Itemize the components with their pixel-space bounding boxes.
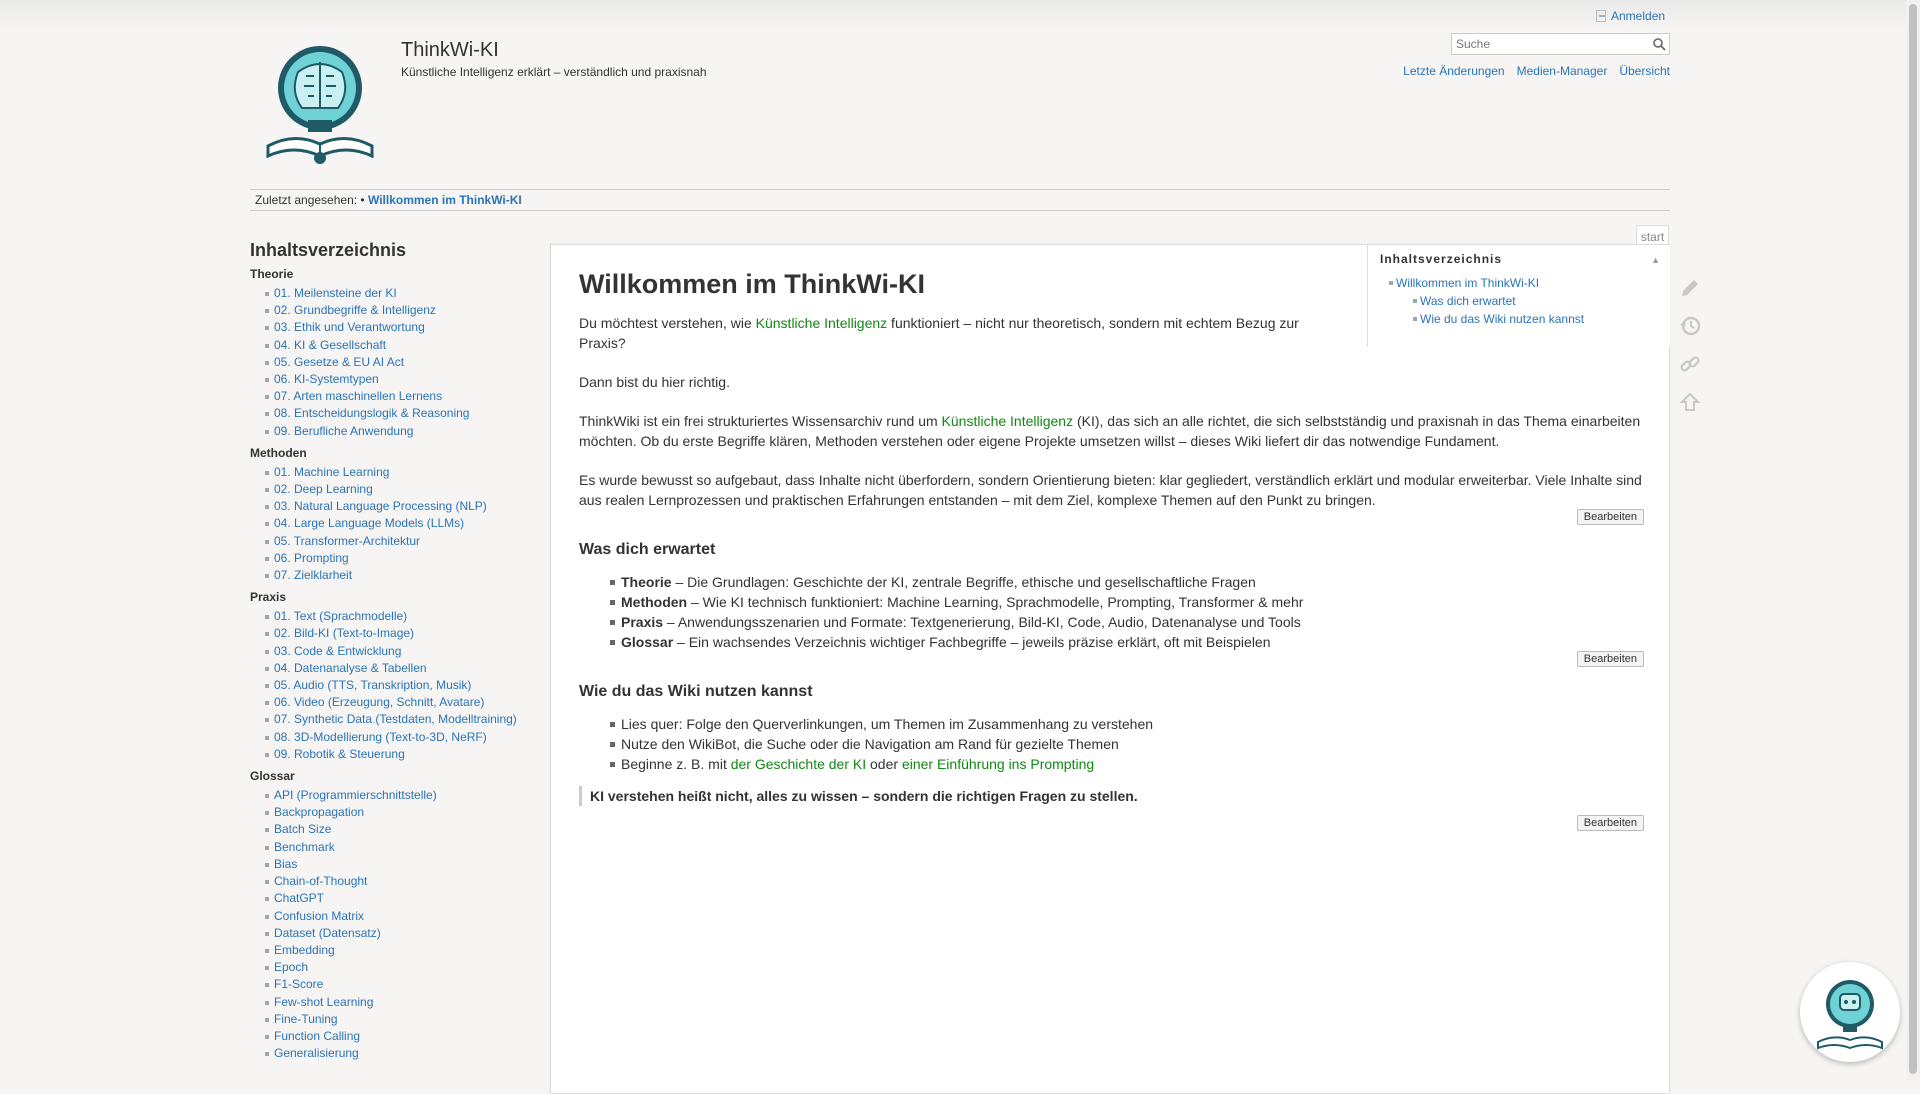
list-item-term: Praxis [621,614,664,630]
sidebar-item[interactable] [274,285,540,302]
scrollbar-thumb[interactable] [1909,4,1917,1074]
section-heading: Wie du das Wiki nutzen kannst [579,683,813,700]
sidebar-item[interactable] [274,1028,540,1045]
sidebar-link[interactable]: 03. Code & Entwicklung [274,643,402,658]
sidebar-link[interactable]: Bias [274,856,298,871]
site-tagline: Künstliche Intelligenz erklärt – verständlich und praxisnah [401,65,707,79]
search-input[interactable] [1452,34,1645,54]
sidebar-link[interactable]: 08. 3D-Modellierung (Text-to-3D, NeRF) [274,729,487,744]
sidebar-link[interactable]: Epoch [274,960,309,975]
toc-item[interactable] [1396,274,1670,292]
sidebar-link[interactable]: 02. Deep Learning [274,482,373,497]
wiki-link[interactable]: der Geschichte der KI [730,756,867,772]
scrollbar[interactable] [1906,0,1920,1080]
page-title: Willkommen im ThinkWi-KI [579,269,926,299]
sidebar [250,240,540,1062]
sidebar-item[interactable] [274,498,540,515]
sidebar-list-methoden [250,464,540,584]
sidebar-item[interactable] [274,925,540,942]
intro-paragraph [579,313,1299,353]
sidebar-link[interactable]: 05. Audio (TTS, Transkription, Musik) [274,678,472,693]
sidebar-heading-methoden: Methoden [250,445,307,460]
sidebar-item[interactable] [274,625,540,642]
list-item-text: – Ein wachsendes Verzeichnis wichtiger Fachbegriffe – jeweils präzise erklärt, oft mit Beispielen [673,634,1271,650]
sidebar-item[interactable] [274,515,540,532]
wiki-link[interactable]: Künstliche Intelligenz [941,413,1074,429]
sidebar-item[interactable] [274,746,540,763]
page-body [579,267,1643,846]
list-item-text: – Die Grundlagen: Geschichte der KI, zentrale Begriffe, ethische und gesellschaftliche Fragen [671,574,1256,590]
link-icon[interactable] [1678,352,1702,376]
sidebar-link[interactable]: API (Programmierschnittstelle) [274,788,437,803]
table-of-contents [1367,245,1670,347]
sidebar-item[interactable] [274,388,540,405]
list-item [621,632,1643,652]
sidebar-item[interactable] [274,533,540,550]
sidebar-item[interactable] [274,694,540,711]
list-item-term: Methoden [621,594,688,610]
list-item-text: – Anwendungsszenarien und Formate: Textgenerierung, Bild-KI, Code, Audio, Datenanalyse und Tools [663,614,1301,630]
sidebar-link[interactable]: F1-Score [274,977,324,992]
main-content [550,244,1670,1094]
sidebar-link[interactable]: Backpropagation [274,805,365,820]
sidebar-list-glossar [250,787,540,1062]
sidebar-link[interactable]: 07. Zielklarheit [274,568,353,583]
list-item: Nutze den WikiBot, die Suche oder die Navigation am Rand für gezielte Themen [621,734,1643,754]
wiki-link[interactable]: Künstliche Intelligenz [755,315,888,331]
sidebar-item[interactable] [274,729,540,746]
arrow-up-icon[interactable] [1678,390,1702,414]
sidebar-link[interactable]: Function Calling [274,1028,361,1043]
sidebar-item[interactable] [274,550,540,567]
sidebar-item[interactable] [274,821,540,838]
list-item-text: – Wie KI technisch funktioniert: Machine Learning, Sprachmodelle, Prompting, Transformer & mehr [687,594,1304,610]
sidebar-item[interactable] [274,337,540,354]
sidebar-link[interactable]: 07. Synthetic Data (Testdaten, Modelltraining) [274,712,517,727]
toc-link[interactable]: Was dich erwartet [1420,294,1516,308]
breadcrumb-separator: • [360,193,365,207]
sidebar-link[interactable]: 01. Machine Learning [274,464,390,479]
paragraph: Es wurde bewusst so aufgebaut, dass Inhalte nicht überfordern, sondern Orientierung bieten: klar gegliedert, verständlich erklärt und modular erweiterbar. Viele Inhalte sind aus realen Lernprozessen und praktischen Erfahrungen entstanden – mit dem Ziel, komplexe Themen auf den Punkt zu bringen. [579,472,1642,508]
sidebar-item[interactable] [274,319,540,336]
list-item-term: Theorie [621,574,672,590]
list-item-term: Glossar [621,634,674,650]
text: oder [866,756,902,772]
sidebar-item[interactable] [274,464,540,481]
sidebar-link[interactable]: 09. Berufliche Anwendung [274,423,414,438]
edit-row [579,817,1643,846]
site-tools [1403,64,1670,78]
sidebar-heading-glossar: Glossar [250,769,295,784]
page-id-tab: start [1636,225,1669,246]
sidebar-link[interactable]: Benchmark [274,839,335,854]
sitemap-link[interactable]: Übersicht [1619,64,1670,78]
sidebar-link[interactable]: 02. Bild-KI (Text-to-Image) [274,626,415,641]
text: Beginne z. B. mit [621,756,731,772]
sidebar-link[interactable]: 04. Datenanalyse & Tabellen [274,660,427,675]
collapse-icon[interactable]: ▲ [1651,255,1660,265]
feature-list [579,572,1643,652]
sidebar-item[interactable] [274,873,540,890]
search-icon[interactable] [1652,37,1666,51]
toc-list [1368,274,1670,328]
sidebar-item[interactable] [274,481,540,498]
sidebar-item[interactable] [274,711,540,728]
sidebar-link[interactable]: 06. KI-Systemtypen [274,372,379,387]
sidebar-item[interactable] [274,908,540,925]
sidebar-list-theorie [250,285,540,440]
sidebar-link[interactable]: 03. Ethik und Verantwortung [274,320,425,335]
sidebar-item[interactable] [274,567,540,584]
wikibot-button[interactable] [1800,962,1900,1062]
sidebar-item[interactable] [274,787,540,804]
sidebar-link[interactable]: Fine-Tuning [274,1011,338,1026]
list-item [621,754,1643,774]
sidebar-link[interactable]: 07. Arten maschinellen Lernens [274,389,443,404]
sidebar-link[interactable]: Embedding [274,942,335,957]
sidebar-link[interactable]: 01. Meilensteine der KI [274,286,397,300]
sidebar-link[interactable]: Dataset (Datensatz) [274,925,381,940]
wikibot-icon [1800,962,1900,1062]
paragraph: Dann bist du hier richtig. [579,374,730,390]
page-tools [1678,276,1702,428]
list-item: Lies quer: Folge den Querverlinkungen, um Themen im Zusammenhang zu verstehen [621,714,1643,734]
sidebar-item[interactable] [274,677,540,694]
section-heading: Was dich erwartet [579,541,716,558]
sidebar-link[interactable]: Few-shot Learning [274,994,374,1009]
toc-item[interactable] [1420,310,1670,328]
login-label[interactable]: Anmelden [1611,9,1666,23]
sidebar-item[interactable] [274,804,540,821]
paragraph [579,411,1643,451]
text: ThinkWiki ist ein frei strukturiertes Wissensarchiv rund um [579,413,942,429]
sidebar-item[interactable] [274,856,540,873]
sidebar-item[interactable] [274,354,540,371]
wiki-link[interactable]: einer Einführung ins Prompting [901,756,1095,772]
sidebar-link[interactable]: Generalisierung [274,1046,359,1061]
sidebar-item[interactable] [274,608,540,625]
sidebar-item[interactable] [274,942,540,959]
toc-link[interactable]: Wie du das Wiki nutzen kannst [1420,312,1585,326]
sidebar-link[interactable]: Confusion Matrix [274,908,365,923]
edit-section-button[interactable]: Bearbeiten [1577,651,1644,667]
login-link[interactable] [1596,9,1665,23]
sidebar-link[interactable]: Batch Size [274,822,332,837]
sidebar-link[interactable]: Chain-of-Thought [274,874,368,889]
list-item [621,572,1643,592]
sidebar-link[interactable]: 04. Large Language Models (LLMs) [274,516,465,531]
sidebar-link[interactable]: 01. Text (Sprachmodelle) [274,609,408,624]
search-box[interactable] [1451,33,1670,55]
sidebar-link[interactable]: 02. Grundbegriffe & Intelligenz [274,303,436,318]
list-item [621,592,1643,612]
sidebar-item[interactable] [274,839,540,856]
sidebar-heading-praxis: Praxis [250,590,287,605]
sidebar-link[interactable]: 05. Transformer-Architektur [274,533,421,548]
list-item [621,612,1643,632]
breadcrumb [250,189,1670,211]
edit-row [579,511,1643,540]
sidebar-link[interactable]: 05. Gesetze & EU AI Act [274,354,405,369]
sidebar-item[interactable] [274,959,540,976]
sidebar-item[interactable] [274,660,540,677]
pencil-icon[interactable] [1678,276,1702,300]
sidebar-item[interactable] [274,890,540,907]
text: Du möchtest verstehen, wie [579,315,756,331]
breadcrumb-label: Zuletzt angesehen: [255,193,358,207]
login-icon [1596,10,1606,22]
sidebar-item[interactable] [274,643,540,660]
toc-title[interactable]: Inhaltsverzeichnis [1380,252,1503,266]
sidebar-list-praxis [250,608,540,763]
breadcrumb-current[interactable]: Willkommen im ThinkWi-KI [367,193,522,207]
sidebar-item[interactable] [274,371,540,388]
sidebar-link[interactable]: ChatGPT [274,891,325,906]
sidebar-heading-theorie: Theorie [250,267,294,281]
sidebar-item[interactable] [274,405,540,422]
toc-item[interactable] [1420,292,1670,310]
edit-section-button[interactable]: Bearbeiten [1577,509,1644,525]
site-title[interactable]: ThinkWi-KI [401,39,499,61]
sidebar-item[interactable] [274,994,540,1011]
sidebar-item[interactable] [274,302,540,319]
sidebar-item[interactable] [274,1045,540,1062]
sidebar-title: Inhaltsverzeichnis [250,240,407,260]
edit-row [579,653,1643,682]
sidebar-item[interactable] [274,976,540,993]
edit-section-button[interactable]: Bearbeiten [1577,815,1644,831]
history-icon[interactable] [1678,314,1702,338]
sidebar-link[interactable]: 04. KI & Gesellschaft [274,337,387,352]
text: (KI), das sich an alle richtet, die sich selbstständig und praxisnah in das Thema einarbeiten möchten. Ob du erste Begriffe klären, Methoden verstehen oder eigene Projekte umsetzen willst – dieses Wiki liefert dir das notwendige Fundament. [579,413,1641,449]
sidebar-link[interactable]: 06. Video (Erzeugung, Schnitt, Avatare) [274,695,485,710]
media-manager-link[interactable]: Medien-Manager [1516,64,1608,78]
blockquote: KI verstehen heißt nicht, alles zu wissen – sondern die richtigen Fragen zu stellen. [579,786,1643,806]
sidebar-link[interactable]: 09. Robotik & Steuerung [274,746,405,761]
sidebar-link[interactable]: 03. Natural Language Processing (NLP) [274,499,487,514]
site-logo[interactable] [258,36,382,164]
usage-list [579,714,1643,774]
sidebar-link[interactable]: 06. Prompting [274,550,349,565]
sidebar-item[interactable] [274,1011,540,1028]
text: funktioniert – nicht nur theoretisch, sondern mit echtem Bezug zur Praxis? [579,315,1299,351]
recent-changes-link[interactable]: Letzte Änderungen [1403,64,1505,78]
sidebar-item[interactable] [274,423,540,440]
sidebar-link[interactable]: 08. Entscheidungslogik & Reasoning [274,406,470,421]
toc-link[interactable]: Willkommen im ThinkWi-KI [1396,276,1540,290]
